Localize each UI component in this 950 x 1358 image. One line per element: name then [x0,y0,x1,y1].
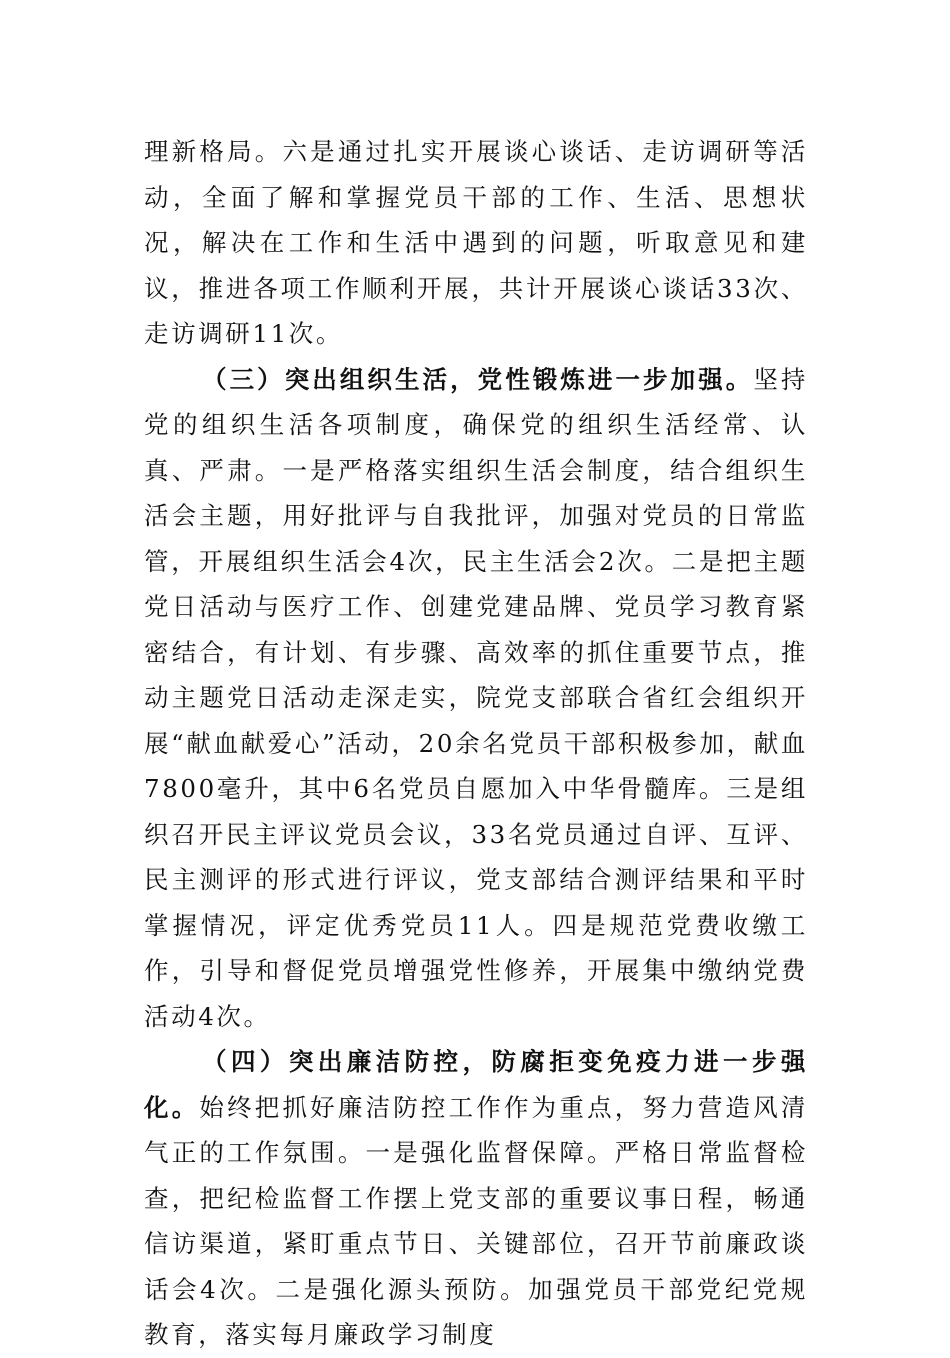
paragraph-body: 坚持党的组织生活各项制度，确保党的组织生活经常、认真、严肃。一是严格落实组织生活会制度，结合组织生活会主题，用好批评与自我批评，加强对党员的日常监管，开展组织生活会4次，民主生活会2次。二是把主题党日活动与医疗工作、创建党建品牌、党员学习教育紧密结合，有计划、有步骤、高效率的抓住重要节点，推动主题党日活动走深走实，院党支部联合省红会组织开展“献血献爱心”活动，20余名党员干部积极参加，献血7800毫升，其中6名党员自愿加入中华骨髓库。三是组织召开民主评议党员会议，33名党员通过自评、互评、民主测评的形式进行评议，党支部结合测评结果和平时掌握情况，评定优秀党员11人。四是规范党费收缴工作，引导和督促党员增强党性修养，开展集中缴纳党费活动4次。 [144,364,808,1031]
paragraph-section-4 [144,1039,808,1358]
section-heading-4: （四）突出廉洁防控，防腐拒变免疫力进一步强化。 [144,1047,808,1122]
paragraph-body: 理新格局。六是通过扎实开展谈心谈话、走访调研等活动，全面了解和掌握党员干部的工作、生活、思想状况，解决在工作和生活中遇到的问题，听取意见和建议，推进各项工作顺利开展，共计开展谈心谈话33次、走访调研11次。 [144,137,808,348]
section-heading-3: （三）突出组织生活，党性锻炼进一步加强。 [202,364,754,394]
document-body [144,129,808,1358]
paragraph-body: 始终把抓好廉洁防控工作作为重点，努力营造风清气正的工作氛围。一是强化监督保障。严格日常监督检查，把纪检监督工作摆上党支部的重要议事日程，畅通信访渠道，紧盯重点节日、关键部位，召开节前廉政谈话会4次。二是强化源头预防。加强党员干部党纪党规教育，落实每月廉政学习制度 [144,1092,808,1349]
paragraph-continuation [144,129,808,357]
paragraph-section-3 [144,357,808,1040]
